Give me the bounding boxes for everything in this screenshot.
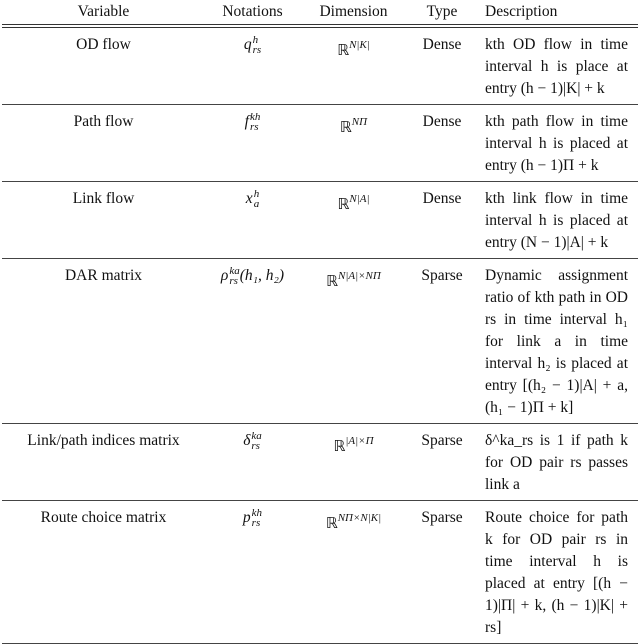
notation-sub: a: [253, 198, 260, 211]
type-value: Dense: [422, 36, 462, 53]
notation-base: q: [243, 36, 252, 53]
notation-sub: rs: [229, 275, 238, 288]
description-cell: [477, 501, 638, 644]
notation-scripts: [250, 112, 260, 132]
notation-sup: ka: [229, 265, 240, 278]
header-dimension: Dimension: [319, 3, 388, 20]
notation-sub: rs: [251, 517, 261, 530]
header-variable: Variable: [77, 3, 130, 20]
table-row: [2, 501, 638, 644]
notation-scripts: [229, 266, 239, 286]
dimension-cell: [300, 105, 407, 182]
description-text: Route choice for path k for OD pair rs in time interval h is placed at entry [(h − 1)|Π| + k, (h − 1)|K| + rs]: [485, 509, 628, 636]
type-value: Dense: [422, 190, 462, 207]
variable-name: DAR matrix: [64, 267, 143, 284]
variable-cell: [2, 424, 205, 501]
description-text: kth link flow in time interval h is placed at entry (N − 1)|A| + k: [485, 190, 628, 251]
description-cell: [477, 105, 638, 182]
notation-base: p: [242, 509, 251, 526]
notation-sup: h: [252, 34, 259, 47]
notation-cell: [205, 259, 300, 424]
notation-sup: kh: [251, 507, 263, 520]
variables-table: [2, 0, 638, 644]
notation-sub: rs: [251, 440, 260, 453]
description-cell: [477, 26, 638, 105]
variable-name: Link flow: [72, 190, 135, 207]
description-text: kth OD flow in time interval h is place at entry (h − 1)|K| + k: [485, 36, 628, 97]
dimension-cell: [300, 501, 407, 644]
notation-sup: ka: [251, 430, 262, 443]
dimension-sup: N|A|: [349, 193, 370, 205]
header-description: Description: [485, 3, 558, 20]
dimension-sup: |A|×Π: [345, 435, 374, 447]
header-type: Type: [426, 3, 458, 20]
type-cell: [407, 182, 477, 259]
dimension-base: ℝ: [337, 41, 350, 59]
variable-name: Link/path indices matrix: [27, 432, 180, 449]
dimension-base: ℝ: [339, 118, 352, 136]
notation-scripts: [254, 189, 260, 209]
type-cell: [407, 26, 477, 105]
type-value: Sparse: [421, 432, 463, 449]
type-value: Dense: [422, 113, 462, 130]
variable-cell: [2, 501, 205, 644]
notation-base: x: [245, 190, 253, 207]
dimension-cell: [300, 182, 407, 259]
description-text: kth path flow in time interval h is placed at entry (h − 1)Π + k: [485, 113, 628, 174]
variable-cell: [2, 26, 205, 105]
type-cell: [407, 501, 477, 644]
notation-sub: rs: [249, 121, 259, 134]
notation-cell: [205, 26, 300, 105]
type-cell: [407, 259, 477, 424]
dimension-sup: NΠ: [351, 116, 368, 128]
notation-scripts: [251, 431, 261, 451]
dimension-cell: [300, 424, 407, 501]
notation-cell: [205, 424, 300, 501]
dimension-base: ℝ: [326, 272, 339, 290]
variable-name: Route choice matrix: [40, 509, 167, 526]
type-cell: [407, 105, 477, 182]
variable-name: Path flow: [73, 113, 134, 130]
type-value: Sparse: [421, 267, 463, 284]
dimension-sup: NΠ×N|K|: [337, 512, 382, 524]
variable-cell: [2, 259, 205, 424]
notation-base: ρ: [220, 267, 229, 284]
description-text: Dynamic assignment ratio of kth path in OD rs in time interval h₁ for link a in time interval h₂ is placed at entry [(h₂ − 1)|A| + a, (h₁ − 1)Π + k]: [485, 267, 628, 416]
dimension-base: ℝ: [337, 195, 350, 213]
notation-sup: h: [253, 188, 260, 201]
table-row: [2, 105, 638, 182]
notation-scripts: [253, 35, 262, 55]
dimension-base: ℝ: [333, 437, 346, 455]
table-row: [2, 182, 638, 259]
notation-sub: rs: [252, 44, 262, 57]
description-text: δ^ka_rs is 1 if path k for OD pair rs passes link a: [485, 432, 628, 493]
variable-cell: [2, 182, 205, 259]
table-header-row: [2, 0, 638, 26]
header-notations: Notations: [222, 3, 283, 20]
notation-base: f: [244, 113, 249, 130]
variable-cell: [2, 105, 205, 182]
notation-scripts: [252, 508, 262, 528]
dimension-cell: [300, 26, 407, 105]
type-value: Sparse: [421, 509, 463, 526]
dimension-cell: [300, 259, 407, 424]
table-row: [2, 26, 638, 105]
notation-cell: [205, 105, 300, 182]
notation-sup: kh: [249, 111, 261, 124]
notation-cell: [205, 501, 300, 644]
description-cell: [477, 182, 638, 259]
table-row: [2, 259, 638, 424]
type-cell: [407, 424, 477, 501]
notation-cell: [205, 182, 300, 259]
notation-suffix: (h₁, h₂): [239, 267, 285, 284]
notation-base: δ: [243, 432, 251, 449]
dimension-sup: N|K|: [349, 39, 370, 51]
description-cell: [477, 259, 638, 424]
table-row: [2, 424, 638, 501]
variable-name: OD flow: [76, 36, 131, 53]
description-cell: [477, 424, 638, 501]
dimension-base: ℝ: [325, 514, 338, 532]
dimension-sup: N|A|×NΠ: [338, 270, 381, 282]
